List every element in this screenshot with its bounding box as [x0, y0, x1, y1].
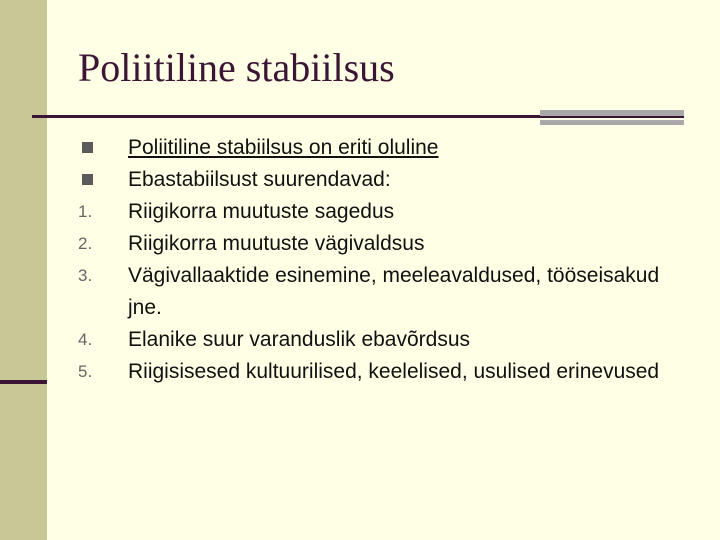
list-item	[78, 132, 678, 164]
list-number: 5.	[78, 362, 93, 381]
list-item	[78, 164, 678, 196]
list-item-text: Poliitiline stabiilsus on eriti oluline	[128, 136, 439, 159]
list-number: 2.	[78, 234, 93, 253]
list-item-text: Elanike suur varanduslik ebavõrdsus	[128, 328, 471, 351]
slide-title: Poliitiline stabiilsus	[78, 45, 395, 90]
square-bullet-icon	[82, 142, 93, 153]
list-item	[78, 356, 678, 388]
list-item	[78, 324, 678, 356]
square-bullet-icon	[82, 174, 93, 185]
slide-sidebar	[0, 0, 47, 540]
list-item-text: Riigisisesed kultuurilised, keelelised, usulised erinevused	[128, 360, 660, 383]
slide-body	[78, 132, 678, 388]
list-item-text: Riigikorra muutuste sagedus	[128, 200, 395, 223]
list-item	[78, 260, 678, 324]
marker	[78, 164, 118, 196]
list-item	[78, 196, 678, 228]
sidebar-accent-line	[0, 380, 47, 384]
list-item-text: Riigikorra muutuste vägivaldsus	[128, 232, 425, 255]
title-divider-accent-lower	[540, 120, 684, 125]
list-number: 4.	[78, 330, 93, 349]
title-divider-accent	[540, 110, 684, 116]
list-item-text: Ebastabiilsust suurendavad:	[128, 168, 391, 191]
list-number: 3.	[78, 266, 93, 285]
list-item	[78, 228, 678, 260]
marker	[78, 132, 118, 164]
list-number: 1.	[78, 202, 93, 221]
list-item-text: Vägivallaaktide esinemine, meeleavaldused, tööseisakud jne.	[128, 264, 660, 319]
